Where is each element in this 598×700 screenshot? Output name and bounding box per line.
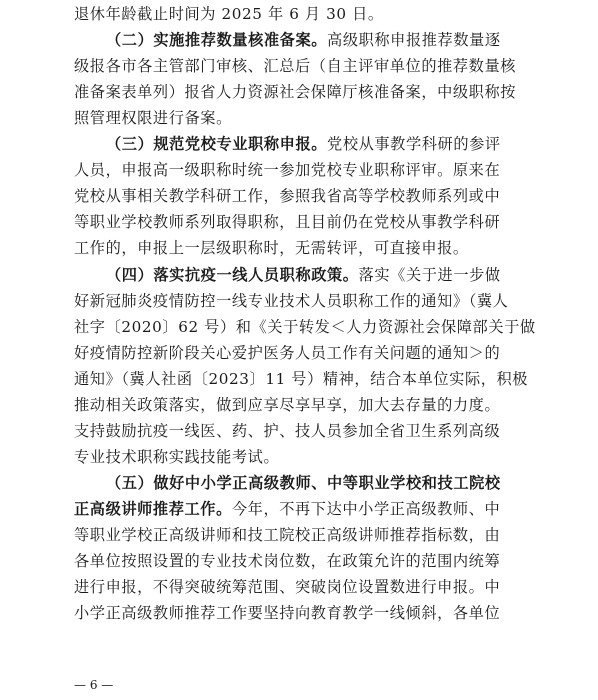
text-line <box>74 291 508 311</box>
text-line <box>74 317 536 337</box>
text-line <box>106 134 501 154</box>
body-text: 推动相关政策落实，做到应享尽享早享，加大去存量的力度。 <box>74 395 501 414</box>
body-text: 等职业学校教师系列取得职称，且目前仍在党校从事教学科研 <box>74 213 501 232</box>
text-line <box>106 265 501 285</box>
body-text: 退休年龄截止时间为 2025 年 6 月 30 日。 <box>74 5 384 23</box>
text-line <box>74 238 469 258</box>
text-line <box>74 343 500 363</box>
text-line <box>74 577 500 597</box>
text-line <box>106 30 501 50</box>
text-line <box>74 369 528 389</box>
body-text: 级报各市各主管部门审核、汇总后（自主评审单位的推荐数量核 <box>74 57 517 76</box>
body-text: 高级职称申报推荐数量逐 <box>327 31 501 50</box>
body-text: 党校从事教学科研的参评 <box>327 135 501 154</box>
body-text: 支持鼓励抗疫一线医、药、护、技人员参加全省卫生系列高级 <box>74 421 501 440</box>
body-text: 准备案表单列）报省人力资源社会保障厅核准备案，中级职称按 <box>74 83 517 102</box>
body-text: 好疫情防控新阶段关心爱护医务人员工作有关问题的通知＞的 <box>74 343 501 362</box>
section-heading: （五）做好中小学正高级教师、中等职业学校和技工院校 <box>106 473 501 492</box>
body-text: 等职业学校正高级讲师和技工院校正高级讲师推荐指标数，由 <box>74 526 501 544</box>
body-text: 今年，不再下达中小学正高级教师、中 <box>231 499 501 518</box>
text-line <box>74 603 500 623</box>
text-line <box>74 551 500 571</box>
text-line <box>74 499 500 519</box>
body-text: 好新冠肺炎疫情防控一线专业技术人员职称工作的通知》（冀人 <box>74 291 509 310</box>
text-line <box>74 447 279 467</box>
body-text: 工作的，申报上一层级职称时，无需转评，可直接申报。 <box>74 239 469 258</box>
body-text: 进行申报，不得突破统筹范围、突破岗位设置数进行申报。中 <box>74 578 501 597</box>
section-heading: 正高级讲师推荐工作。 <box>74 499 232 518</box>
body-text: 照管理权限进行备案。 <box>74 109 232 128</box>
body-text: 通知》（冀人社函〔2023〕11 号）精神，结合本单位实际，积极 <box>74 369 529 388</box>
body-text: 落实《关于进一步做 <box>358 265 501 284</box>
text-line <box>106 473 501 493</box>
text-line <box>74 82 516 102</box>
section-heading: （三）规范党校专业职称申报。 <box>106 135 328 154</box>
text-line <box>74 4 384 24</box>
text-line <box>74 421 500 441</box>
text-line <box>74 212 500 232</box>
section-heading: （二）实施推荐数量核准备案。 <box>106 31 328 50</box>
text-line <box>74 525 500 545</box>
body-text: 小学正高级教师推荐工作要坚持向教育教学一线倾斜，各单位 <box>74 604 501 623</box>
text-line <box>74 56 516 76</box>
text-line <box>74 186 500 206</box>
section-heading: （四）落实抗疫一线人员职称政策。 <box>106 265 359 284</box>
body-text: 各单位按照设置的专业技术岗位数，在政策允许的范围内统筹 <box>74 552 501 571</box>
text-line <box>74 108 232 128</box>
text-line <box>74 160 500 180</box>
page-number: — 6 — <box>74 678 114 692</box>
body-text: 社字〔2020〕62 号）和《关于转发＜人力资源社会保障部关于做 <box>74 317 536 336</box>
body-text: 专业技术职称实践技能考试。 <box>74 447 280 466</box>
body-text: 人员，申报高一级职称时统一参加党校专业职称评审。原来在 <box>74 161 501 180</box>
body-text: 党校从事相关教学科研工作，参照我省高等学校教师系列或中 <box>74 187 501 206</box>
text-line <box>74 395 500 415</box>
